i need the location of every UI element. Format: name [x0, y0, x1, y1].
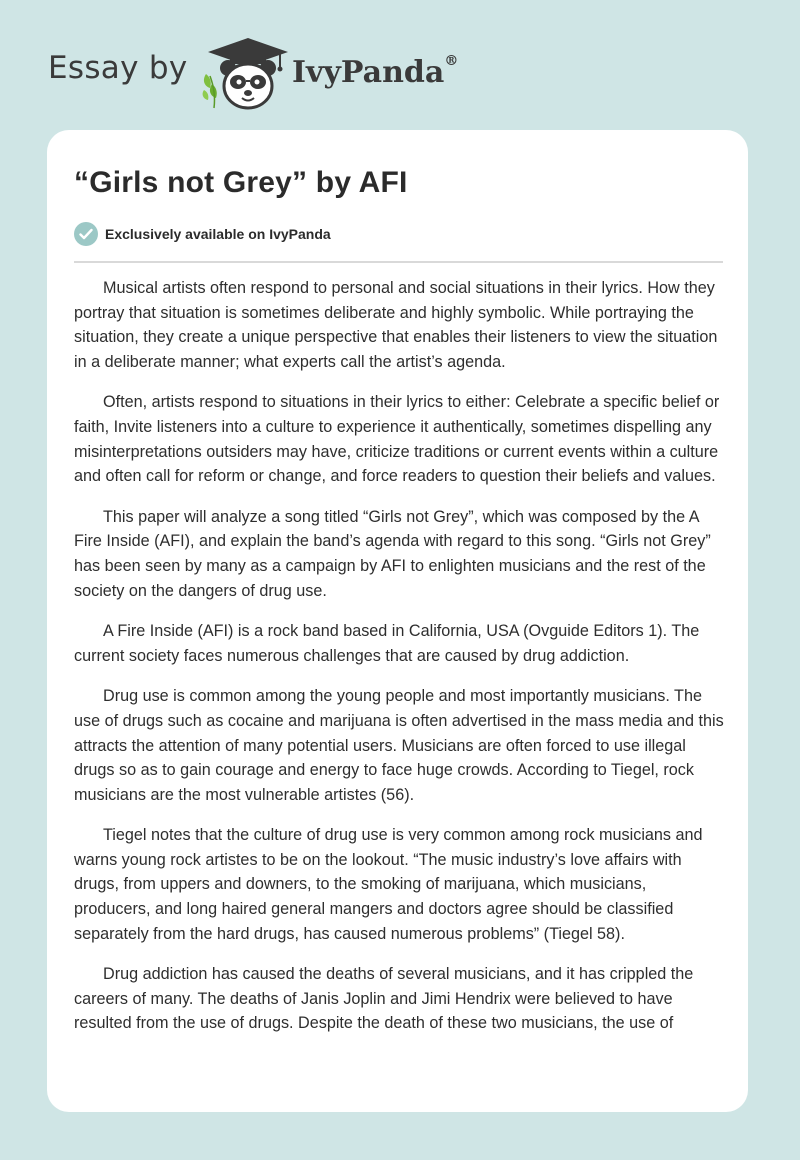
title-divider	[74, 261, 723, 263]
paragraph-1: Musical artists often respond to personal and social situations in their lyrics. How they portray that situation is sometimes deliberate and highly symbolic. While portraying the situation, they create a unique perspective that enables their listeners to view the situation in a deliberate manner; what experts call the artist’s agenda.	[74, 279, 718, 371]
site-header	[0, 0, 800, 125]
essay-by-label: Essay by	[48, 50, 188, 86]
essay-title: “Girls not Grey” by AFI	[74, 166, 408, 199]
exclusive-badge	[74, 221, 331, 247]
paragraph-5: Drug use is common among the young people and most importantly musicians. The use of drugs such as cocaine and marijuana is often advertised in the mass media and this attracts the attention of many potential users. Musicians are often forced to use illegal drugs so as to gain courage and energy to face huge crowds. According to Tiegel, rock musicians are the most vulnerable artistes (56).	[74, 687, 724, 804]
paragraph-2: Often, artists respond to situations in their lyrics to either: Celebrate a specific belief or faith, Invite listeners into a culture to experience it authentically, sometimes dispelling any misinterpretations outsiders may have, criticize traditions or current events within a culture and often call for reform or change, and force readers to question their beliefs and values.	[74, 393, 720, 486]
registered-mark: ®	[444, 53, 459, 69]
check-circle-icon	[74, 222, 98, 246]
paragraph-7: Drug addiction has caused the deaths of several musicians, and it has crippled the careers of many. The deaths of Janis Joplin and Jimi Hendrix were believed to have resulted from the use of drugs. Despite the death of these two musicians, the use of	[74, 965, 694, 1033]
paragraph-4: A Fire Inside (AFI) is a rock band based in California, USA (Ovguide Editors 1). The current society faces numerous challenges that are caused by drug addiction.	[74, 622, 700, 665]
essay-body	[74, 276, 726, 1052]
paragraph-6: Tiegel notes that the culture of drug use is very common among rock musicians and warns young rock artistes to be on the lookout. “The music industry’s love affairs with drugs, from uppers and downers, to the smoking of marijuana, which musicians, producers, and long haired general mangers and doctors agree should be classified separately from the hard drugs, has caused numerous problems” (Tiegel 58).	[74, 826, 703, 943]
brand-name[interactable]	[292, 55, 458, 90]
paragraph-3: This paper will analyze a song titled “Girls not Grey”, which was composed by the A Fire Inside (AFI), and explain the band’s agenda with regard to this song. “Girls not Grey” has been seen by many as a campaign by AFI to enlighten musicians and the rest of the society on the dangers of drug use.	[74, 507, 711, 600]
panda-logo-icon[interactable]	[200, 36, 292, 112]
exclusive-badge-text: Exclusively available on IvyPanda	[105, 226, 331, 242]
essay-card	[47, 130, 748, 1112]
brand-text: IvyPanda	[292, 55, 445, 90]
